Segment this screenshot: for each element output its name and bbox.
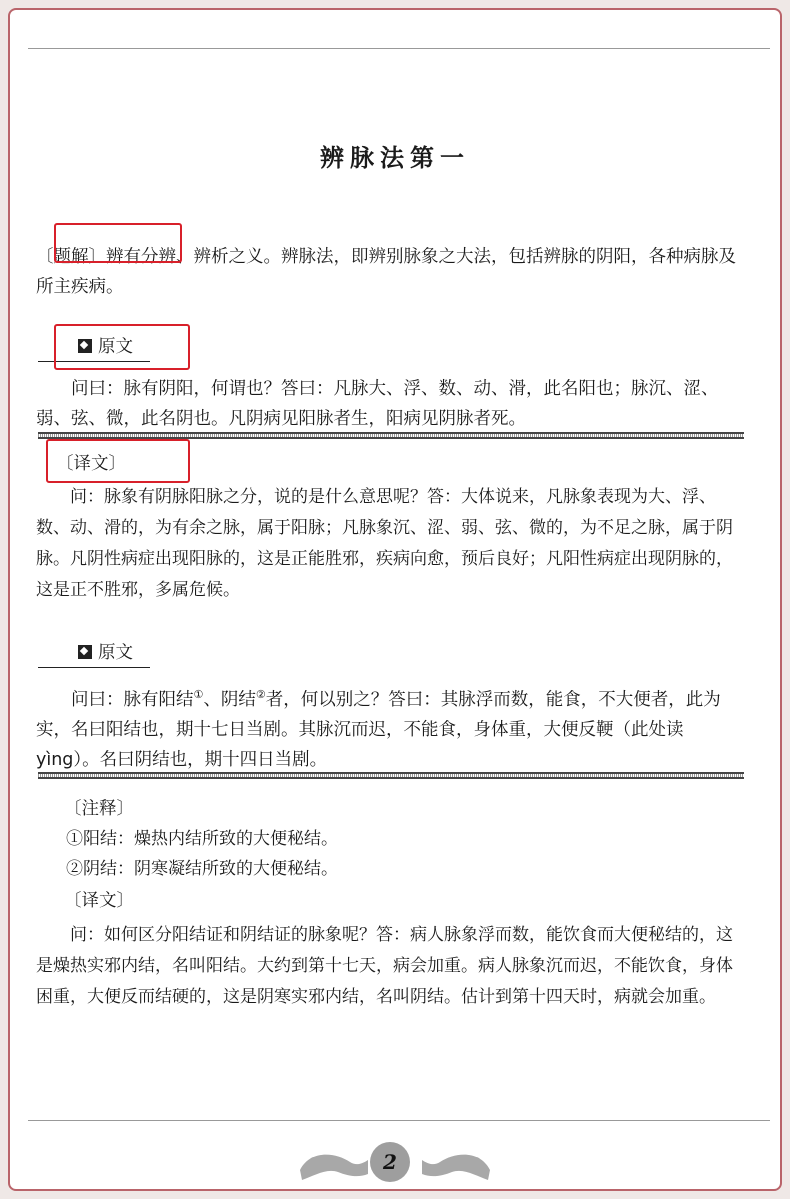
highlight-box-tijie [54, 223, 182, 263]
highlight-box-yuanwen [54, 324, 190, 370]
footnote-ref-2: ② [255, 688, 266, 701]
yuanwen-label-2: 原文 [98, 643, 133, 663]
footer-rule [28, 1120, 770, 1121]
yiwen-heading-2: 〔译文〕 [64, 891, 134, 911]
note-2: ②阴结：阴寒凝结所致的大便秘结。 [66, 859, 338, 879]
yiwen-heading-1: 〔译文〕 [56, 454, 126, 474]
diamond-icon [78, 645, 92, 659]
heading-underline-2 [38, 667, 150, 668]
yuanwen-text-1: 问曰：脉有阴阳，何谓也？答曰：凡脉大、浮、数、动、滑，此名阳也；脉沉、涩、弱、弦、微，此名阴也。凡阴病见阳脉者生，阳病见阴脉者死。 [36, 379, 719, 429]
yuanwen-label-1: 原文 [98, 337, 133, 357]
section-divider-2 [38, 772, 744, 779]
note-1: ①阳结：燥热内结所致的大便秘结。 [66, 829, 338, 849]
section-divider-1 [38, 432, 744, 439]
tijie-label: 〔题解〕 [36, 247, 106, 267]
yiwen-text-2: 问：如何区分阳结证和阴结证的脉象呢？答：病人脉象浮而数，能饮食而大便秘结的，这是燥热实邪内结，名叫阳结。大约到第十七天，病会加重。病人脉象沉而迟，不能饮食，身体困重，大便反而结硬的，这是阴寒实邪内结，名叫阴结。估计到第十四天时，病就会加重。 [36, 925, 733, 1007]
yiwen-text-1: 问：脉象有阴脉阳脉之分，说的是什么意思呢？答：大体说来，凡脉象表现为大、浮、数、动、滑的，为有余之脉，属于阳脉；凡脉象沉、涩、弱、弦、微的，为不足之脉，属于阴脉。凡阴性病症出现阳脉的，这是正能胜邪，疾病向愈，预后良好；凡阳性病症出现阴脉的，这是正不胜邪，多属危候。 [36, 487, 733, 600]
yuanwen-text-2: 问曰：脉有阳结①、阴结②者，何以别之？答曰：其脉浮而数，能食，不大便者，此为实，名曰阳结也，期十七日当剧。其脉沉而迟，不能食，身体重，大便反鞕（此处读yìng）。名曰阴结也，期十四日当剧。 [36, 688, 721, 770]
header-rule [28, 48, 770, 49]
yuanwen-heading-2 [78, 640, 133, 666]
highlight-box-yiwen [46, 439, 190, 483]
zhushi-heading: 〔注释〕 [64, 799, 134, 819]
page-number: 2 [370, 1142, 410, 1182]
footer-ornament [290, 1140, 500, 1188]
footnote-ref-1: ① [193, 688, 204, 701]
tijie-text: 辨有分辨、辨析之义。辨脉法，即辨别脉象之大法，包括辨脉的阴阳，各种病脉及所主疾病。 [36, 247, 736, 297]
chapter-title: 辨脉法第一 [320, 143, 470, 172]
book-page [8, 8, 782, 1191]
